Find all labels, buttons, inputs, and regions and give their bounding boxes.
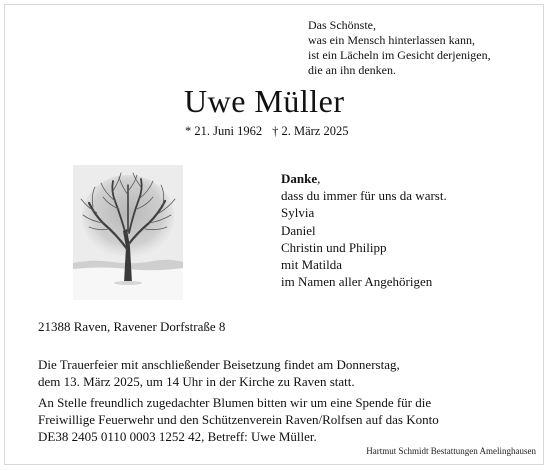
service-line: Die Trauerfeier mit anschließender Beisetzung findet am Donnerstag,: [38, 357, 400, 372]
mourner-name: Sylvia: [281, 205, 315, 221]
tree-in-snow-icon: [73, 165, 183, 300]
donation-line: An Stelle freundlich zugedachter Blumen bitten wir um eine Spende für die: [38, 395, 432, 410]
family-address: 21388 Raven, Ravener Dorfstraße 8: [38, 319, 226, 334]
donation-text: [38, 394, 538, 445]
mourner-name: Daniel: [281, 222, 316, 238]
poem-line: die an ihn denken.: [308, 63, 396, 77]
thanks-line: dass du immer für uns da warst.: [281, 188, 447, 204]
thanks-heading-punct: ,: [317, 171, 321, 186]
life-dates: [185, 124, 348, 139]
donation-line: DE38 2405 0110 0003 1252 42, Betreff: Uwe Müller.: [38, 429, 317, 444]
poem-line: ist ein Lächeln im Gesicht derjenigen,: [308, 48, 491, 62]
deceased-name: Uwe Müller: [184, 83, 345, 119]
funeral-home-credit: Hartmut Schmidt Bestattungen Amelinghausen: [366, 446, 536, 456]
service-line: dem 13. März 2025, um 14 Uhr in der Kirche zu Raven statt.: [38, 374, 355, 389]
funeral-service-text: [38, 356, 538, 390]
thanks-heading: Danke: [281, 171, 318, 186]
mourner-name: Christin und Philipp: [281, 239, 387, 255]
donation-line: Freiwillige Feuerwehr und den Schützenverein Raven/Rolfsen auf das Konto: [38, 412, 439, 427]
tree-photo: [73, 165, 183, 300]
poem-block: [308, 18, 538, 78]
mourner-closing: im Namen aller Angehörigen: [281, 274, 433, 290]
mourner-name: mit Matilda: [281, 257, 343, 273]
poem-line: was ein Mensch hinterlassen kann,: [308, 33, 475, 47]
thanks-block: [281, 170, 531, 290]
death-date: † 2. März 2025: [272, 124, 349, 138]
poem-line: Das Schönste,: [308, 18, 376, 32]
thanks-heading-line: [281, 170, 531, 187]
birth-date: * 21. Juni 1962: [185, 124, 263, 138]
